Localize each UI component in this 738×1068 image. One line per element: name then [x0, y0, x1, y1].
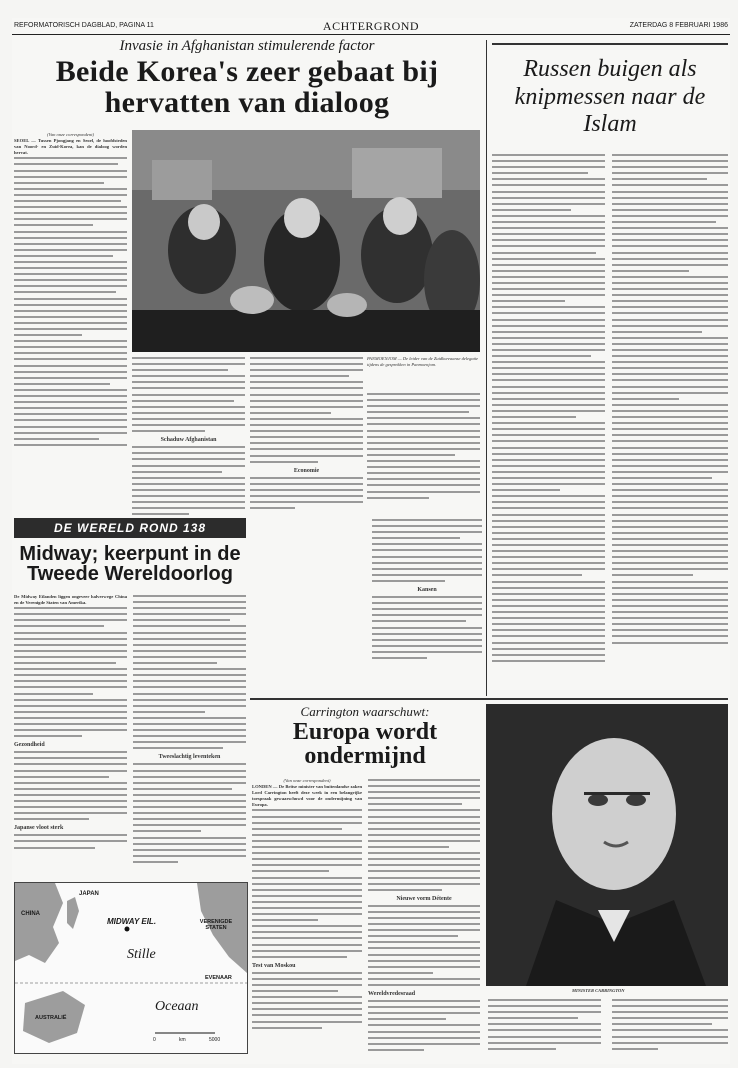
korea-lead: SEOEL — Tussen Pjongjang en Seoel, de hoofdsteden van Noord- en Zuid-Korea, kan de dialoog worden hervat. [14, 138, 127, 156]
russen-top-rule [492, 43, 728, 45]
europa-body-col-4 [612, 998, 728, 1060]
korea-body-col-2 [132, 356, 245, 516]
europa-headline: Europa wordt ondermijnd [292, 719, 438, 770]
wereld-banner-text: DE WERELD ROND 138 [53, 521, 207, 535]
japan-landmass [67, 897, 79, 929]
map-scale-unit: km [179, 1037, 186, 1043]
europa-body-col-2 [368, 778, 480, 1060]
europa-byline: (Van onze correspondent) [283, 778, 331, 783]
map-label-evenaar: EVENAAR [205, 975, 232, 981]
europa-body-col-1 [252, 778, 362, 1060]
korea-body-col-3 [250, 356, 363, 516]
europa-body-col-3 [488, 998, 601, 1060]
europa-subhead-3: Wereldvredesraad [368, 991, 416, 998]
wereld-body-col-1 [14, 594, 127, 874]
wereld-subhead-3: Tweeslachtig leventeken [158, 754, 221, 761]
pacific-map-drawing [15, 883, 247, 1053]
korea-photo [132, 130, 480, 352]
map-label-vs: VERENIGDE STATEN [199, 919, 233, 931]
russen-body-col-1 [492, 153, 605, 698]
europa-subhead-1: Test van Moskou [252, 962, 296, 969]
issue-date: ZATERDAG 8 FEBRUARI 1986 [629, 22, 728, 29]
korea-subhead-1: Schaduw Afghanistan [160, 437, 217, 444]
korea-headline: Beide Korea's zeer gebaat bij hervatten van dialoog [55, 55, 439, 119]
korea-subhead-2: Economie [293, 467, 320, 474]
map-label-japan: JAPAN [79, 891, 99, 897]
wereld-banner [14, 518, 246, 538]
map-label-oceaan: Oceaan [155, 999, 199, 1014]
korea-byline: (Van onze correspondent) [46, 132, 95, 137]
column-rule-right [486, 40, 487, 696]
wereld-subhead-2: Japanse vloot sterk [14, 825, 64, 832]
map-label-midway: MIDWAY EIL. [107, 917, 157, 926]
carrington-photo [486, 704, 728, 986]
map-label-stille: Stille [127, 947, 156, 962]
map-scale-max: 5000 [209, 1037, 221, 1043]
europa-top-rule [250, 698, 728, 700]
carrington-caption: MINISTER CARRINGTON [572, 988, 625, 993]
wereld-lead: De Midway Eilanden liggen ongeveer halverwege China en de Verenigde Staten van Amerika. [14, 594, 127, 606]
map-label-australie: AUSTRALIË [35, 1015, 67, 1021]
europa-subhead-2: Nieuwe vorm Détente [396, 895, 452, 902]
pacific-map [14, 882, 248, 1054]
russen-subhead: Kansen [417, 587, 437, 594]
section-name: ACHTERGROND [322, 19, 420, 33]
carrington-photo-image [486, 704, 728, 986]
korea-body-col-4 [367, 392, 480, 516]
wereld-subhead-1: Gezondheid [14, 742, 45, 749]
paper-name: REFORMATORISCH DAGBLAD, PAGINA 11 [14, 22, 154, 29]
europa-kicker: Carrington waarschuwt: [300, 704, 430, 719]
map-label-china: CHINA [21, 911, 40, 917]
asia-landmass [15, 883, 63, 963]
russen-headline: Russen buigen als knipmessen naar de Islam [514, 56, 706, 138]
midway-marker [125, 927, 130, 932]
wereld-headline: Midway; keerpunt in de Tweede Wereldoorlog [19, 543, 241, 586]
korea-photo-caption: PANMOENJOM — De leider van de Zuidkoreaanse delegatie tijdens de gesprekken in Panmoenjom. [367, 356, 479, 367]
korea-photo-image [132, 130, 480, 352]
europa-lead: LONDEN — De Britse minister van buitenlandse zaken Lord Carrington heeft deze week in een belangrijke toespraak gewaarschuwd voor de ondermijning van Europa. [252, 784, 362, 808]
korea-body-col-1 [14, 132, 127, 515]
russen-body-col-2 [612, 153, 728, 698]
map-scale-zero: 0 [153, 1037, 156, 1043]
russen-continued-col [372, 518, 482, 698]
korea-kicker: Invasie in Afghanistan stimulerende factor [119, 38, 375, 54]
wereld-body-col-2 [133, 594, 246, 874]
running-head [12, 18, 730, 35]
newspaper-page [12, 18, 730, 1064]
